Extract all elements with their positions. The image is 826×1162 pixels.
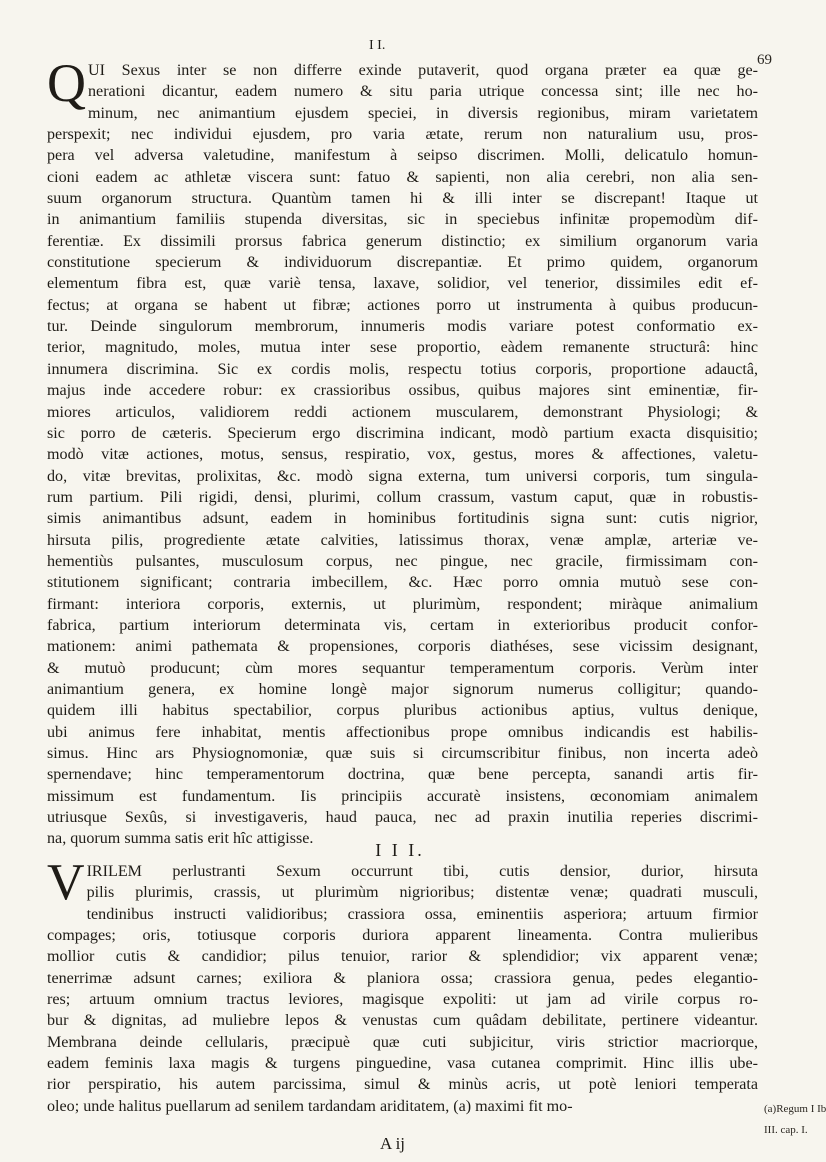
text-line: hirsuta pilis, progrediente ætate calvities, latissimus thorax, venæ amplæ, arteriæ ve- <box>47 531 758 549</box>
text-line: fabrica, partium interiorum determinata vis, certam in exterioribus producit confor- <box>47 616 758 634</box>
text-line: suum organorum structura. Quantùm tamen hi & illi inter se discrepant! Itaque ut <box>47 190 758 208</box>
text-line: utriusque Sexûs, si investigaveris, haud pauca, nec ad praxin inutilia reperies discrimi- <box>47 809 758 827</box>
text-line: minum, nec animantium ejusdem speciei, in diversis regionibus, miram varietatem <box>88 104 758 122</box>
text-line: mollior cutis & candidior; pilus tenuior, rarior & splendidior; vix apparent venæ; <box>47 948 758 966</box>
dropcap-v: V <box>47 854 85 911</box>
text-line: constitutione specierum & individuorum discrepantiæ. Et primo quidem, organorum <box>47 254 758 272</box>
margin-note <box>764 1099 826 1141</box>
page-number: 69 <box>757 52 772 68</box>
text-line: cioni eadem ac athletæ viscera sunt: fatuo & sapienti, non alia cerebri, non alia sen- <box>47 168 758 186</box>
text-line: & mutuò producunt; cùm mores sequantur temperamentum corporis. Verùm inter <box>47 659 758 677</box>
text-line: stitutionem significant; contraria imbecillem, &c. Hæc porro omnia mutuò sese con- <box>47 574 758 592</box>
text-line: rum partium. Pili rigidi, densi, plurimi, collum crassum, vastum caput, quæ in robustis- <box>47 488 758 506</box>
paragraph-one <box>47 53 758 850</box>
text-line: Membrana deinde cellularis, præcipuè quæ cuti subjicitur, viris strictior macriorque, <box>47 1033 758 1051</box>
text-line: innumera discrimina. Sic ex cordis molis, respectu totius corporis, proportione adauctâ, <box>47 360 758 378</box>
text-line: terior, magnitudo, moles, mutua inter sese proportio, eàdem remanente structurâ: hinc <box>47 339 758 357</box>
text-line: quidem illi habitus spectabilior, corpus pluribus actionibus aptius, vultus denique, <box>47 702 758 720</box>
text-line: mationem: animi pathemata & propensiones, corporis diathéses, sese vicissim designant, <box>47 638 758 656</box>
text-line: simis animantibus adsunt, eadem in hominibus fortitudinis signa sunt: cutis nigrior, <box>47 510 758 528</box>
text-line: firmant: interiora corporis, externis, ut plurimùm, respondent; miràque animalium <box>47 595 758 613</box>
text-line: simus. Hinc ars Physiognomoniæ, quæ suis si circumscribitur finibus, non incerta adeò <box>47 745 758 762</box>
text-line: oleo; unde halitus puellarum ad senilem tardandam ariditatem, (a) maximi fit mo- <box>47 1097 573 1115</box>
text-line: pera vel adversa valetudine, manifestum à seipso discrimen. Molli, delicatulo homun- <box>47 147 758 165</box>
text-line: elementum fibra est, quæ variè tensa, laxave, solidior, vel tenerior, dissimiles edit ef- <box>47 275 758 293</box>
text-line: tenerrimæ adsunt carnes; exiliora & planiora ossa; crassiora genua, pedes elegantio- <box>47 969 758 987</box>
section-mark: I I. <box>369 38 386 53</box>
text-line: spernendave; hinc temperamentorum doctrina, quæ bene percepta, sanandi artis fir- <box>47 766 758 784</box>
signature-mark: A ij <box>380 1134 406 1153</box>
text-line: res; artuum omnium tractus leviores, magisque expoliti: ut jam ad virile corpus ro- <box>47 991 758 1009</box>
dropcap-q: Q <box>47 53 86 113</box>
text-line: tendinibus instructi validioribus; crassiora ossa, eminentiis asperiora; artuum firmior <box>86 905 758 923</box>
text-line: majus inde accedere robur: ex crassioribus ossibus, quibus majores sint eminentiæ, fir- <box>47 382 758 400</box>
text-line: ubi animus fere inhabitat, mentis affectionibus prope omnibus indicandis est habilis- <box>47 723 758 741</box>
text-line: IRILEM perlustranti Sexum occurrunt tibi, cutis densior, durior, hirsuta <box>86 863 758 880</box>
text-line: pilis plurimis, crassis, ut plurimùm nigrioribus; distentæ venæ; quadrati musculi, <box>86 884 758 902</box>
text-line: compages; oris, totiusque corporis duriora apparent lineamenta. Contra mulieribus <box>47 927 758 945</box>
text-line: do, vitæ brevitas, prolixitas, &c. modò signa externa, tum universi corporis, tum singula- <box>47 467 758 485</box>
text-line: sic porro de cæteris. Specierum ergo discrimina indicant, modò partium exacta disquisitio; <box>47 424 758 442</box>
margin-note-line: (a)Regum I Ib <box>764 1103 826 1115</box>
margin-note-line: III. cap. I. <box>764 1124 808 1136</box>
text-line: fectus; at organa se habent ut fibræ; actiones porro ut instrumenta à quibus producun- <box>47 296 758 314</box>
text-line: perspexit; nec individui ejusdem, pro varia ætate, rerum non naturalium usu, pros- <box>47 126 758 144</box>
text-line: bur & dignitas, ad muliebre lepos & venustas cum quâdam debilitate, pertinere videantur. <box>47 1012 758 1030</box>
section-heading-three: I I I. <box>375 840 425 860</box>
text-line: hementiùs pulsantes, musculosum corpus, nec pingue, nec gracile, firmissimam con- <box>47 552 758 570</box>
paragraph-two <box>47 854 758 1117</box>
text-line: UI Sexus inter se non differre exinde putaverit, quod organa præter ea quæ ge- <box>88 62 758 79</box>
text-line: animantium genera, ex homine longè major signorum numerus colligitur; quando- <box>47 680 758 698</box>
text-line: in animantium familiis stupenda diversitas, sic in speciebus infinitæ propemodùm dif- <box>47 211 758 229</box>
text-line: miores articulos, validiorem reddi actionem muscularem, demonstrant Physiologi; & <box>47 403 758 421</box>
text-line: na, quorum summa satis erit hîc attigisse. <box>47 830 314 848</box>
text-line: ferentiæ. Ex dissimili prorsus fabrica generum distinctio; ex similium organorum varia <box>47 232 758 250</box>
text-line: rior perspiratio, his autem parcissima, simul & minùs acris, ut potè leniori temperata <box>47 1076 758 1094</box>
text-line: nerationi dicantur, eadem numero & situ paria utrique concessa sint; ille nec ho- <box>88 83 758 101</box>
text-line: eadem feminis laxa magis & turgens pinguedine, vasa cutanea comprimit. Hinc illis ube- <box>47 1055 758 1073</box>
text-line: modò vitæ actiones, motus, sensus, respiratio, vox, gestus, mores & affectiones, valetu- <box>47 446 758 464</box>
text-line: tur. Deinde singulorum membrorum, innumeris modis variare potest conformatio ex- <box>47 318 758 336</box>
text-line: missimum est fundamentum. Iis principiis accuratè insistens, œconomiam animalem <box>47 787 758 805</box>
